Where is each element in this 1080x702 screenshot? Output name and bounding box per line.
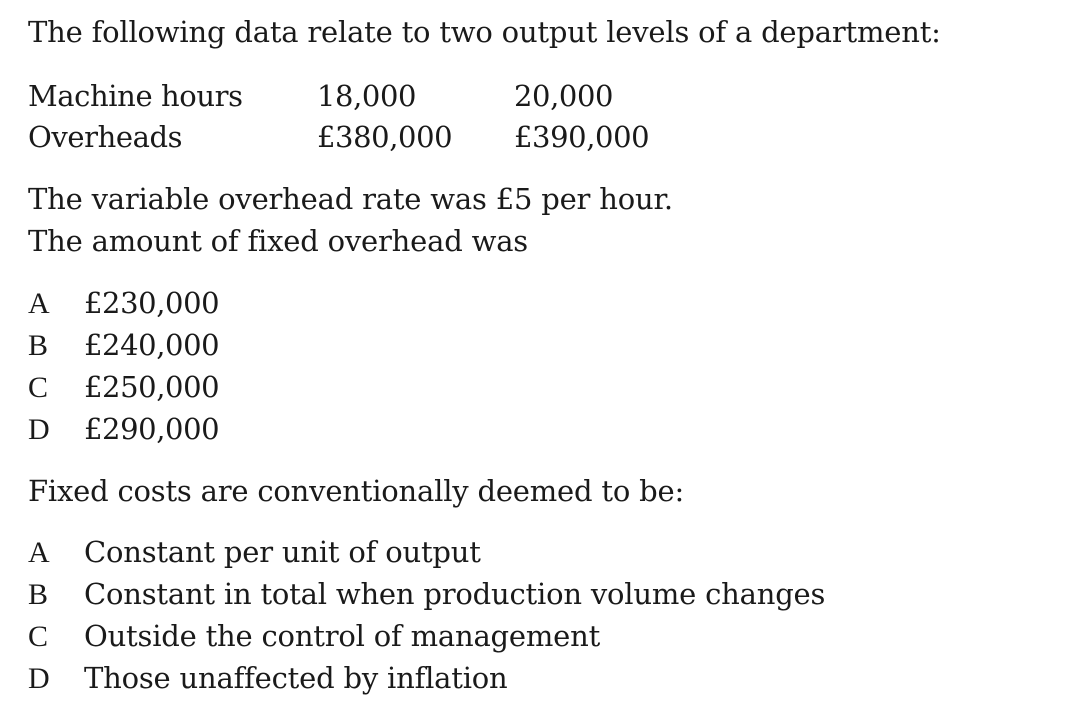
row-label-overheads: Overheads: [28, 120, 183, 154]
q2-option-letter-c: C: [28, 620, 49, 653]
row-label-machine-hours: Machine hours: [28, 79, 243, 113]
cell-machine-hours-level1: 18,000: [317, 79, 417, 113]
q1-option-letter-d: D: [28, 413, 50, 446]
q2-option-d[interactable]: Those unaffected by inflation: [84, 661, 508, 695]
question2-stem: Fixed costs are conventionally deemed to be:: [28, 474, 685, 508]
q1-option-c[interactable]: £250,000: [84, 370, 220, 404]
question1-intro: The following data relate to two output levels of a department:: [28, 15, 941, 49]
q2-option-a[interactable]: Constant per unit of output: [84, 535, 481, 569]
question1-stem-line2: The amount of fixed overhead was: [28, 224, 528, 258]
q2-option-letter-b: B: [28, 578, 49, 611]
question1-stem-line1: The variable overhead rate was £5 per hour.: [28, 182, 673, 216]
q1-option-letter-b: B: [28, 329, 49, 362]
cell-overheads-level1: £380,000: [317, 120, 453, 154]
q1-option-b[interactable]: £240,000: [84, 328, 220, 362]
q2-option-c[interactable]: Outside the control of management: [84, 619, 601, 653]
q1-option-letter-c: C: [28, 371, 49, 404]
q1-option-a[interactable]: £230,000: [84, 286, 220, 320]
q2-option-letter-a: A: [28, 536, 50, 569]
q2-option-letter-d: D: [28, 662, 50, 695]
q1-option-d[interactable]: £290,000: [84, 412, 220, 446]
cell-machine-hours-level2: 20,000: [514, 79, 614, 113]
cell-overheads-level2: £390,000: [514, 120, 650, 154]
q1-option-letter-a: A: [28, 287, 50, 320]
q2-option-b[interactable]: Constant in total when production volume changes: [84, 577, 826, 611]
